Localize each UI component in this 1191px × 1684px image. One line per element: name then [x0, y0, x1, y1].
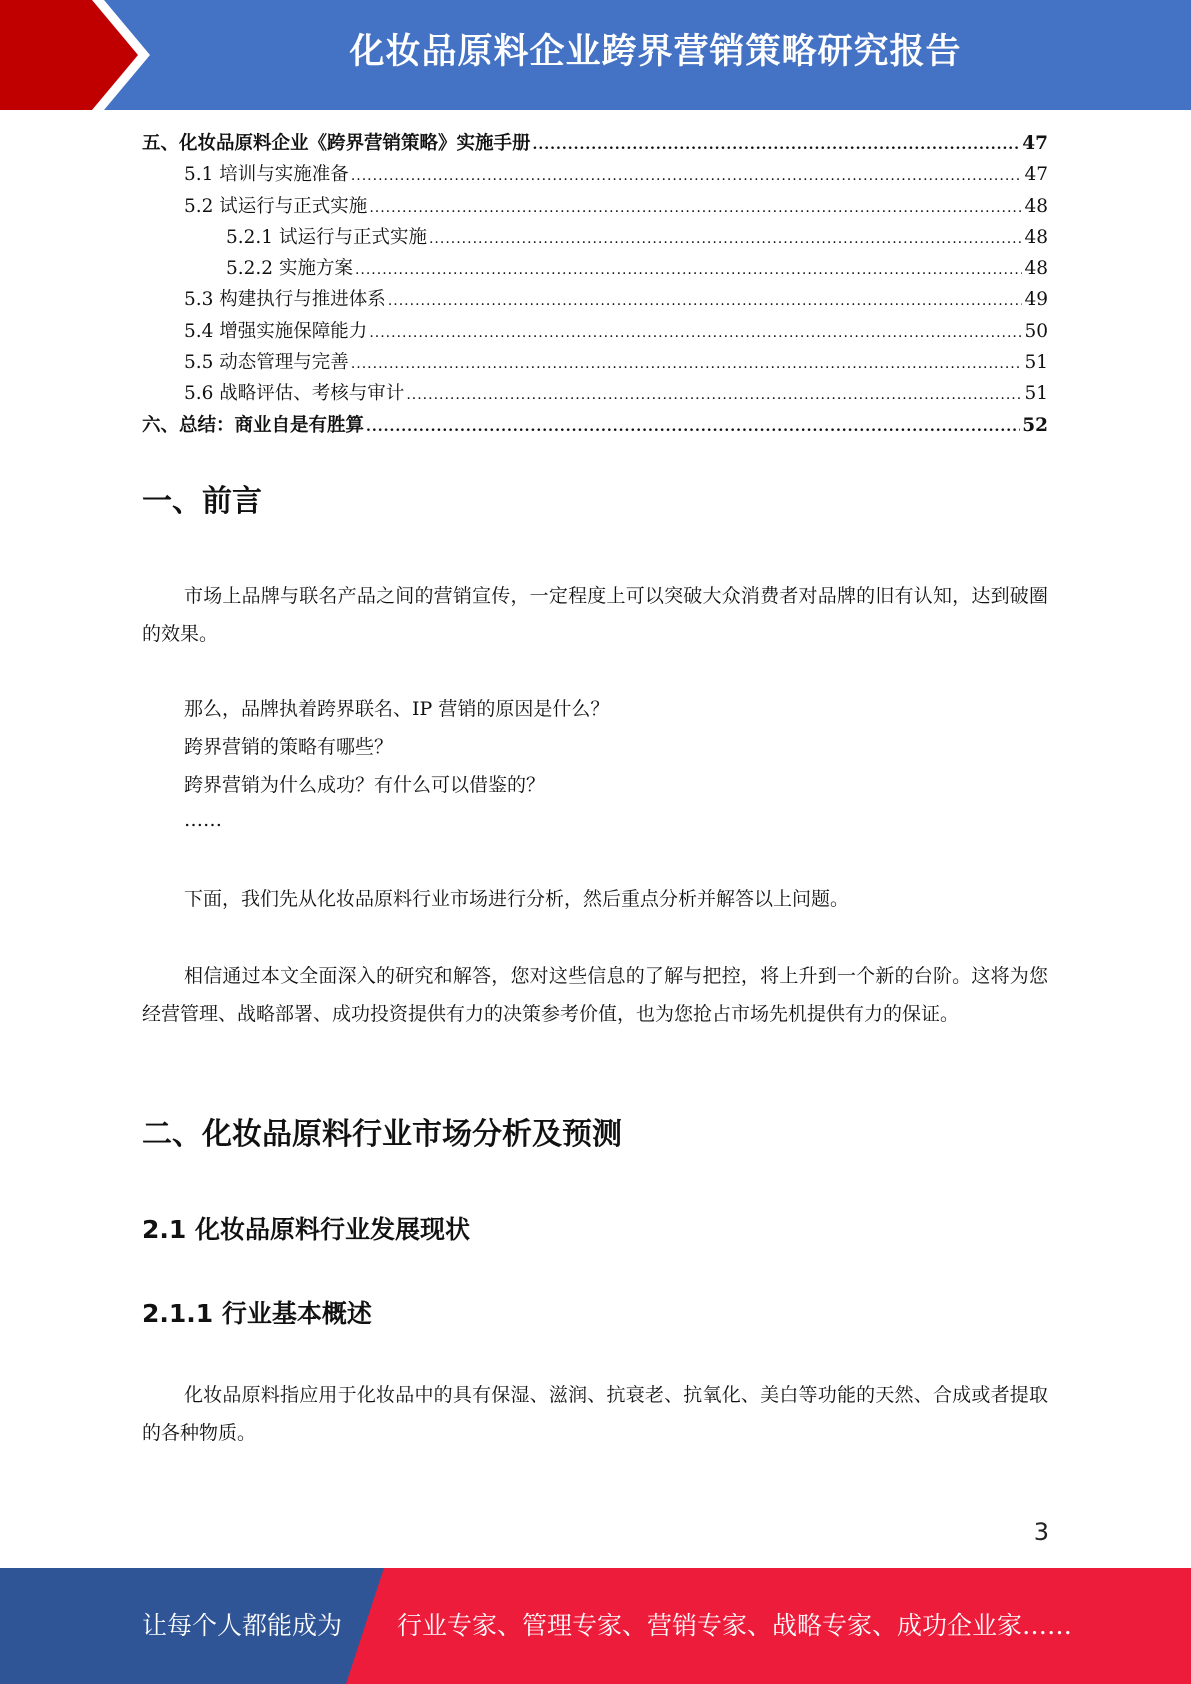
toc-entry[interactable]: [142, 159, 1048, 190]
toc-entry[interactable]: [142, 284, 1048, 315]
footer-slogan-left: 让每个人都能成为: [142, 1611, 343, 1640]
toc-entry[interactable]: [142, 128, 1048, 159]
next-steps-paragraph: 下面，我们先从化妆品原料行业市场进行分析，然后重点分析并解答以上问题。: [184, 888, 850, 910]
toc-entry[interactable]: [142, 253, 1048, 284]
question-ellipsis: ……: [184, 809, 222, 831]
toc-dot-leader: [366, 412, 1020, 443]
toc-entry-label: 5.2 试运行与正式实施: [184, 195, 368, 217]
toc-entry-page: 47: [1024, 164, 1048, 186]
toc-entry-label: 五、化妆品原料企业《跨界营销策略》实施手册: [142, 133, 531, 154]
toc-entry[interactable]: [142, 191, 1048, 222]
definition-paragraph: 化妆品原料指应用于化妆品中的具有保湿、滋润、抗衰老、抗氧化、美白等功能的天然、合成或者提取的各种物质。: [142, 1384, 1048, 1444]
toc-dot-leader: [429, 224, 1022, 255]
toc-entry-page: 48: [1024, 195, 1048, 217]
toc-entry-page: 52: [1022, 414, 1048, 436]
toc-entry-label: 5.3 构建执行与推进体系: [184, 289, 386, 311]
toc-entry-label: 六、总结：商业自是有胜算: [142, 414, 365, 436]
footer-slogan-right: 行业专家、管理专家、营销专家、战略专家、成功企业家……: [397, 1611, 1073, 1640]
value-paragraph: 相信通过本文全面深入的研究和解答，您对这些信息的了解与把控，将上升到一个新的台阶。这将为您经营管理、战略部署、成功投资提供有力的决策参考价值，也为您抢占市场先机提供有力的保证。: [142, 965, 1048, 1025]
subsection-heading-2-1-1: 2.1.1 行业基本概述: [142, 1299, 372, 1328]
toc-dot-leader: [351, 161, 1023, 192]
toc-entry-label: 5.2.2 实施方案: [226, 258, 353, 280]
toc-dot-leader: [369, 318, 1022, 349]
toc-entry[interactable]: [142, 378, 1048, 409]
toc-entry[interactable]: [142, 347, 1048, 378]
question-line-3: 跨界营销为什么成功？有什么可以借鉴的？: [184, 774, 546, 796]
toc-entry-page: 48: [1024, 226, 1048, 248]
toc-dot-leader: [369, 193, 1022, 224]
table-of-contents: [142, 128, 1048, 441]
toc-entry-page: 49: [1024, 289, 1048, 311]
toc-entry-label: 5.4 增强实施保障能力: [184, 320, 368, 342]
toc-dot-leader: [406, 380, 1022, 411]
header-banner: [0, 0, 1191, 110]
toc-entry-label: 5.1 培训与实施准备: [184, 164, 349, 186]
toc-dot-leader: [388, 286, 1023, 317]
toc-dot-leader: [533, 130, 1021, 161]
section-heading-market-analysis: 二、化妆品原料行业市场分析及预测: [142, 1117, 622, 1152]
toc-entry-page: 51: [1024, 383, 1048, 405]
toc-entry-label: 5.6 战略评估、考核与审计: [184, 383, 405, 405]
toc-entry[interactable]: [142, 222, 1048, 253]
section-heading-preface: 一、前言: [142, 484, 262, 519]
toc-entry-page: 51: [1024, 352, 1048, 374]
toc-entry-label: 5.2.1 试运行与正式实施: [226, 226, 427, 248]
toc-entry-page: 47: [1022, 133, 1048, 154]
toc-dot-leader: [351, 349, 1023, 380]
question-line-1: 那么，品牌执着跨界联名、IP 营销的原因是什么？: [184, 698, 610, 720]
toc-entry-label: 5.5 动态管理与完善: [184, 352, 349, 374]
toc-entry-page: 50: [1024, 320, 1048, 342]
toc-entry-page: 48: [1024, 258, 1048, 280]
toc-dot-leader: [355, 255, 1023, 286]
report-title: 化妆品原料企业跨界营销策略研究报告: [349, 32, 962, 72]
page-number: 3: [1033, 1518, 1049, 1546]
footer-banner: [0, 1568, 1191, 1684]
header-arrow-decoration: [0, 0, 200, 110]
subsection-heading-2-1: 2.1 化妆品原料行业发展现状: [142, 1215, 470, 1244]
toc-entry[interactable]: [142, 316, 1048, 347]
intro-paragraph: 市场上品牌与联名产品之间的营销宣传，一定程度上可以突破大众消费者对品牌的旧有认知，达到破圈的效果。: [142, 585, 1048, 645]
question-line-2: 跨界营销的策略有哪些？: [184, 736, 394, 758]
toc-entry[interactable]: [142, 410, 1048, 441]
